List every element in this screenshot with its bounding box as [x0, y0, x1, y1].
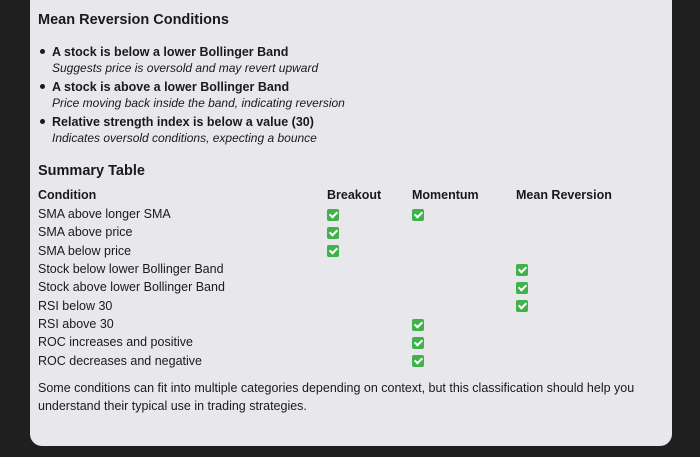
breakout-cell: [327, 242, 412, 260]
table-row: [38, 223, 656, 241]
table-header-row: [38, 185, 656, 205]
condition-cell: Stock below lower Bollinger Band: [38, 262, 224, 277]
table-row: [38, 315, 656, 333]
bullet-heading: A stock is below a lower Bollinger Band: [52, 45, 289, 59]
summary-table: [38, 185, 656, 370]
breakout-cell: [327, 223, 412, 241]
table-body: [38, 205, 656, 370]
column-header-condition: Condition: [38, 188, 97, 202]
breakout-cell: [327, 205, 412, 223]
table-row: [38, 351, 656, 369]
bullet-description: Price moving back inside the band, indicating reversion: [52, 96, 345, 110]
check-mark-icon: [327, 227, 339, 239]
mean-reversion-cell: [516, 351, 656, 369]
condition-cell: SMA above longer SMA: [38, 207, 171, 222]
check-mark-icon: [516, 264, 528, 276]
column-header-momentum: Momentum: [412, 188, 479, 202]
breakout-cell: [327, 296, 412, 314]
list-item: [38, 44, 658, 79]
table-row: [38, 260, 656, 278]
bullet-heading: Relative strength index is below a value (30): [52, 115, 314, 129]
momentum-cell: [412, 296, 516, 314]
breakout-cell: [327, 351, 412, 369]
mean-reversion-cell: [516, 223, 656, 241]
breakout-cell: [327, 333, 412, 351]
mean-reversion-cell: [516, 278, 656, 296]
list-item: [38, 114, 658, 149]
bullet-list: [38, 44, 658, 149]
momentum-cell: [412, 278, 516, 296]
check-mark-icon: [412, 337, 424, 349]
check-mark-icon: [412, 355, 424, 367]
momentum-cell: [412, 242, 516, 260]
momentum-cell: [412, 205, 516, 223]
breakout-cell: [327, 260, 412, 278]
momentum-cell: [412, 260, 516, 278]
mean-reversion-cell: [516, 260, 656, 278]
table-row: [38, 205, 656, 223]
momentum-cell: [412, 351, 516, 369]
table-row: [38, 242, 656, 260]
momentum-cell: [412, 223, 516, 241]
table-row: [38, 333, 656, 351]
mean-reversion-cell: [516, 205, 656, 223]
check-mark-icon: [516, 300, 528, 312]
footer-note: Some conditions can fit into multiple categories depending on context, but this classification should help you understand their typical use in trading strategies.: [38, 381, 635, 413]
condition-cell: Stock above lower Bollinger Band: [38, 280, 225, 295]
condition-cell: SMA above price: [38, 225, 133, 240]
mean-reversion-cell: [516, 333, 656, 351]
bullet-heading: A stock is above a lower Bollinger Band: [52, 80, 290, 94]
condition-cell: ROC decreases and negative: [38, 353, 202, 368]
momentum-cell: [412, 333, 516, 351]
column-header-breakout: Breakout: [327, 188, 382, 202]
condition-cell: RSI above 30: [38, 316, 114, 331]
momentum-cell: [412, 315, 516, 333]
check-mark-icon: [327, 245, 339, 257]
mean-reversion-cell: [516, 315, 656, 333]
check-mark-icon: [412, 319, 424, 331]
breakout-cell: [327, 278, 412, 296]
table-row: [38, 296, 656, 314]
table-row: [38, 278, 656, 296]
list-item: [38, 79, 658, 114]
condition-cell: SMA below price: [38, 243, 132, 258]
check-mark-icon: [412, 209, 424, 221]
bullet-description: Suggests price is oversold and may revert upward: [52, 61, 319, 75]
column-header-mean-reversion: Mean Reversion: [516, 188, 612, 202]
check-mark-icon: [516, 282, 528, 294]
condition-cell: ROC increases and positive: [38, 335, 193, 350]
message-card: [30, 0, 672, 446]
summary-title: Summary Table: [38, 163, 145, 179]
mean-reversion-cell: [516, 296, 656, 314]
condition-cell: RSI below 30: [38, 298, 113, 313]
mean-reversion-cell: [516, 242, 656, 260]
bullet-description: Indicates oversold conditions, expecting a bounce: [52, 131, 317, 145]
breakout-cell: [327, 315, 412, 333]
check-mark-icon: [327, 209, 339, 221]
section-title: Mean Reversion Conditions: [38, 12, 229, 28]
